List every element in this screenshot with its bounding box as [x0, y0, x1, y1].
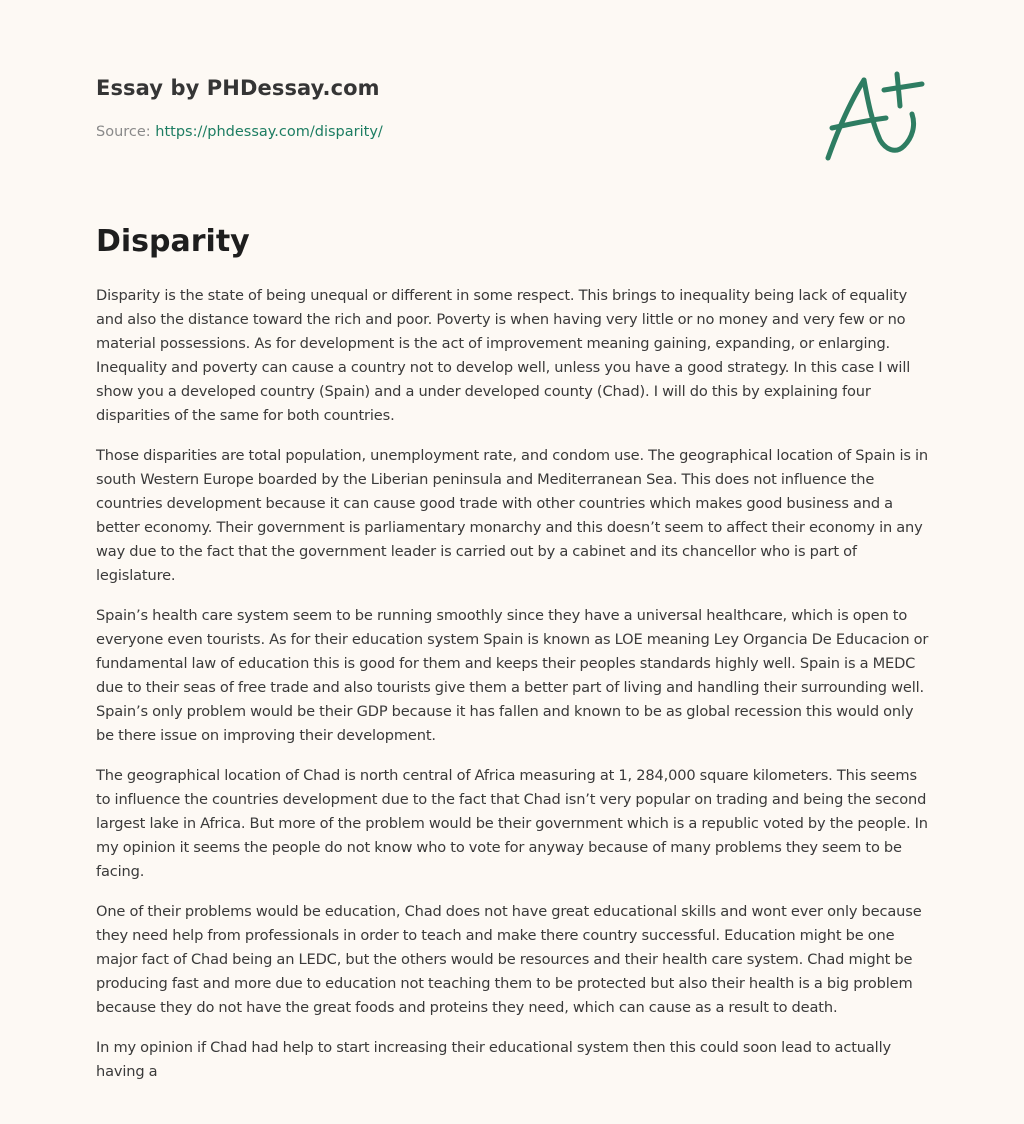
- essay-paragraph: Spain’s health care system seem to be running smoothly since they have a universal healthcare, which is open to everyone even tourists. As for their education system Spain is known as LOE meaning Ley Organcia De Educacion or fundamental law of education this is good for them and keeps their peoples standards highly well. Spain is a MEDC due to their seas of free trade and also tourists give them a better part of living and handling their surrounding well. Spain’s only problem would be their GDP because it has fallen and known to be as global recession this would only be there issue on improving their development.: [96, 607, 929, 744]
- essay-page: [96, 0, 929, 1080]
- page-header: [96, 0, 928, 200]
- essay-body: [96, 284, 930, 1100]
- a-plus-grade-icon: [824, 68, 928, 164]
- essay-paragraph: Those disparities are total population, unemployment rate, and condom use. The geographical location of Spain is in south Western Europe boarded by the Liberian peninsula and Mediterranean Sea. This does not influence the countries development because it can cause good trade with other countries which makes good business and a better economy. Their government is parliamentary monarchy and this doesn’t seem to affect their economy in any way due to the fact that the government leader is carried out by a cabinet and its chancellor who is part of legislature.: [96, 447, 929, 584]
- source-line: [96, 124, 383, 140]
- essay-paragraph: In my opinion if Chad had help to start increasing their educational system then this could soon lead to actually having a: [96, 1039, 891, 1080]
- source-label: Source:: [96, 124, 151, 140]
- essay-paragraph: The geographical location of Chad is north central of Africa measuring at 1, 284,000 square kilometers. This seems to influence the countries development due to the fact that Chad isn’t very popular on trading and being the second largest lake in Africa. But more of the problem would be their government which is a republic voted by the people. In my opinion it seems the people do not know who to vote for anyway because of many problems they seem to be facing.: [96, 767, 928, 880]
- essay-paragraph: Disparity is the state of being unequal or different in some respect. This brings to inequality being lack of equality and also the distance toward the rich and poor. Poverty is when having very little or no money and very few or no material possessions. As for development is the act of improvement meaning gaining, expanding, or enlarging. Inequality and poverty can cause a country not to develop well, unless you have a good strategy. In this case I will show you a developed country (Spain) and a under developed county (Chad). I will do this by explaining four disparities of the same for both countries.: [96, 287, 911, 424]
- site-title: Essay by PHDessay.com: [96, 76, 380, 100]
- essay-title: Disparity: [96, 224, 250, 259]
- essay-paragraph: One of their problems would be education, Chad does not have great educational skills and wont ever only because they need help from professionals in order to teach and make there country successful. Education might be one major fact of Chad being an LEDC, but the others would be resources and their health care system. Chad might be producing fast and more due to education not teaching them to be protected but also their health is a big problem because they do not have the great foods and proteins they need, which can cause as a result to death.: [96, 903, 922, 1016]
- source-link[interactable]: https://phdessay.com/disparity/: [155, 124, 383, 140]
